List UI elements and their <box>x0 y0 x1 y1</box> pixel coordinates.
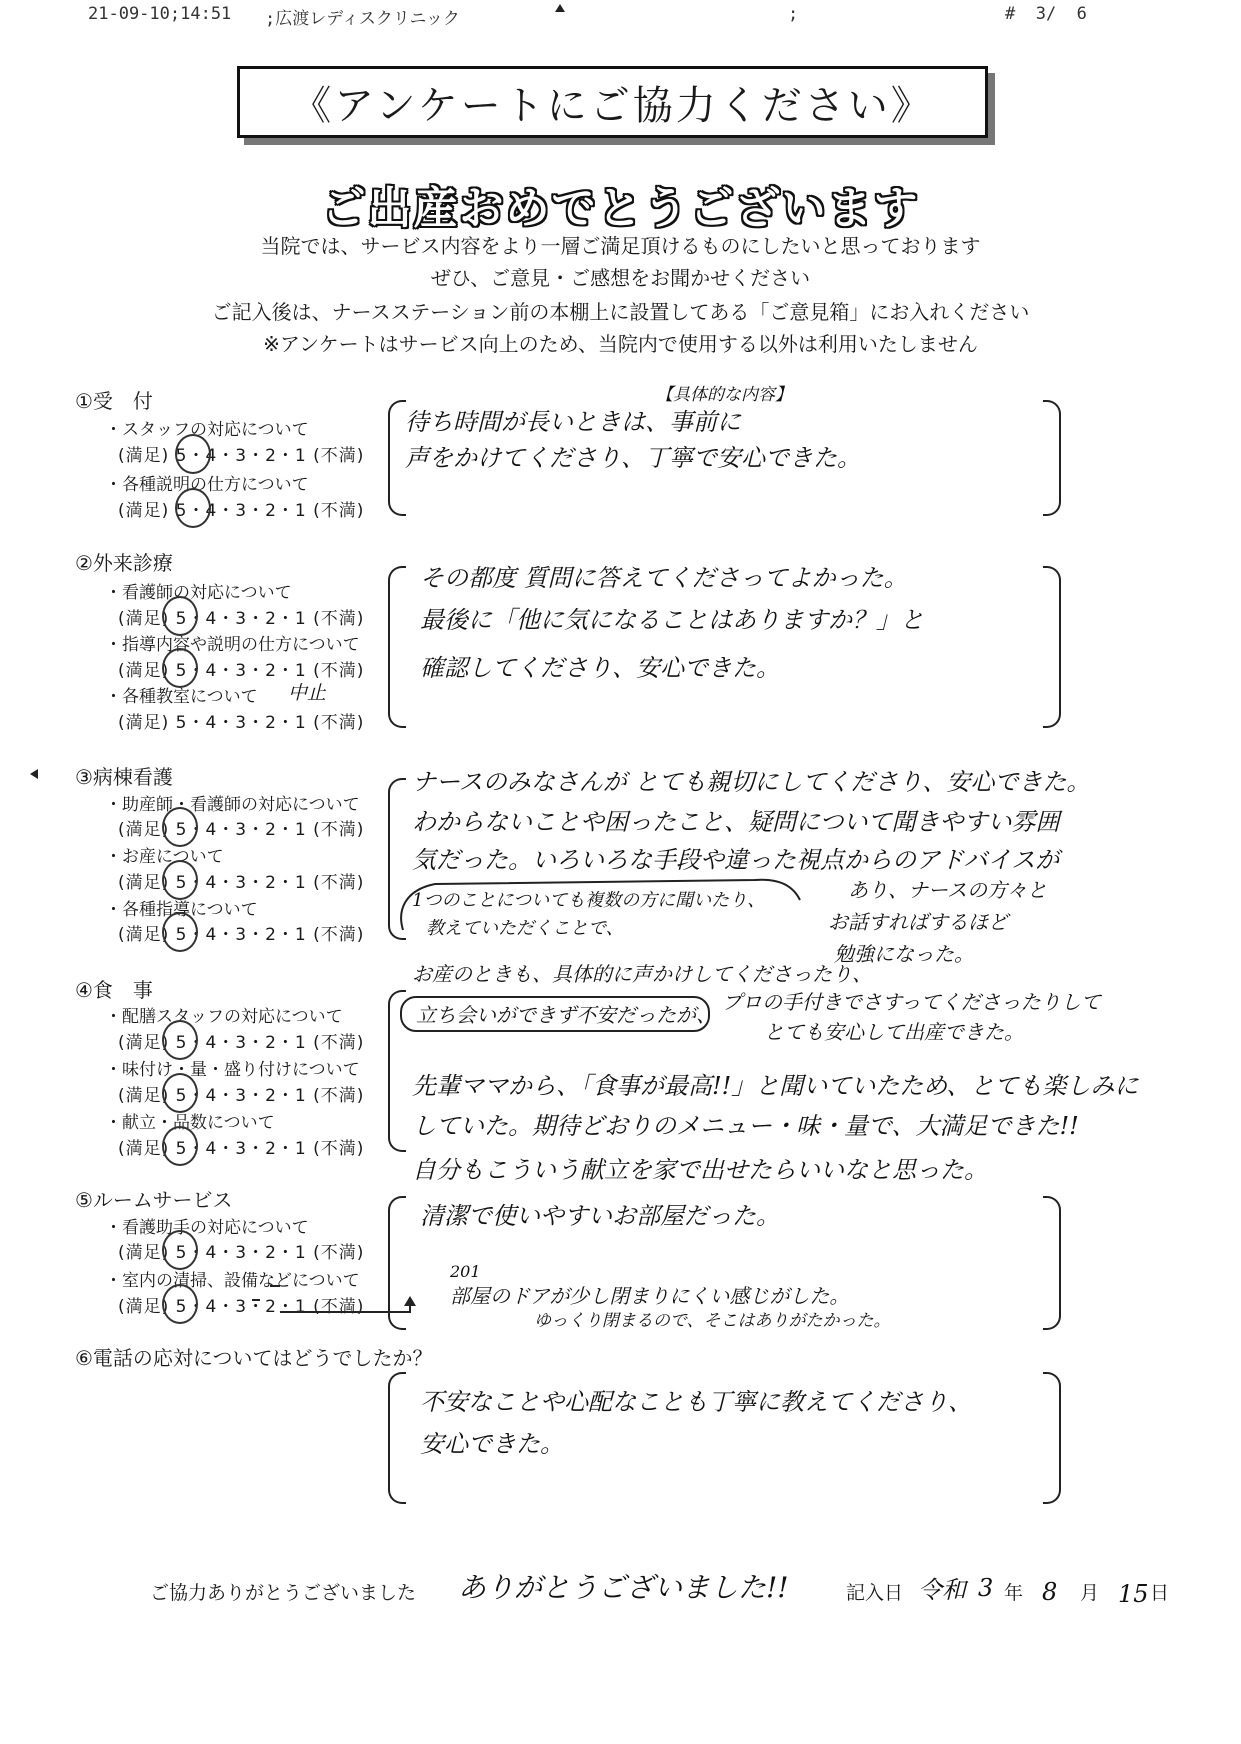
room-note-line-2: ゆっくり閉まるので、そこはありがたかった。 <box>534 1311 891 1331</box>
comment-box-right-bracket <box>1043 400 1061 516</box>
date-month: 8 <box>1042 1578 1058 1606</box>
room-scale-assistant: (満足) 5・4・3・2・1 (不満) <box>118 1243 365 1263</box>
ward-item-birth: ・お産について <box>105 847 224 867</box>
room-item-cleaning: ・室内の清掃、設備などについて <box>105 1271 360 1291</box>
date-day-label: 日 <box>1150 1582 1170 1604</box>
ward-item-midwife: ・助産師・看護師の対応について <box>105 795 360 815</box>
intro-line-3: ご記入後は、ナースステーション前の本棚上に設置してある「ご意見箱」にお入れください <box>211 300 1030 324</box>
meals-item-staff: ・配膳スタッフの対応について <box>105 1007 343 1027</box>
outpatient-item-classes: ・各種教室について <box>105 687 258 707</box>
phone-comment-line-2: 安心できた。 <box>420 1430 564 1458</box>
survey-title: 《アンケートにご協力ください》 <box>237 66 988 138</box>
meals-comment-line-1: 先輩ママから、「食事が最高!!」と聞いていたため、とても楽しみに <box>412 1072 1139 1100</box>
ward-comment-line-2: わからないことや困ったこと、疑問について聞きやすい雰囲 <box>412 808 1060 836</box>
room-number-note: 201 <box>450 1262 481 1281</box>
reception-scale-explanation: (満足) 5・4・3・2・1 (不満) <box>118 501 365 521</box>
fax-sender: ;広渡レディスクリニック <box>265 9 460 29</box>
meals-comment-line-3: 自分もこういう献立を家で出せたらいいなと思った。 <box>412 1156 988 1184</box>
reception-comment-line-1: 待ち時間が長いときは、事前に <box>405 408 741 436</box>
comment-box-right-bracket <box>1043 1196 1061 1330</box>
ward-aside-line-2: 教えていただくことで、 <box>426 918 624 939</box>
ward-scale-midwife: (満足) 5・4・3・2・1 (不満) <box>118 820 365 840</box>
birth-note-line-2: 立ち会いができず不安だったが、 <box>416 1003 716 1027</box>
footer-thanks: ご協力ありがとうございました <box>150 1582 417 1604</box>
rating-circle-5 <box>162 807 198 847</box>
comment-box-left-bracket <box>388 566 406 728</box>
congratulations-heading: ご出産おめでとうございます <box>321 183 920 234</box>
fax-page-number: # 3/ 6 <box>1005 4 1087 24</box>
ward-item-instruction: ・各種指導について <box>105 900 258 920</box>
outpatient-comment-line-1: その都度 質問に答えてくださってよかった。 <box>420 564 908 592</box>
date-year: 3 <box>978 1574 994 1602</box>
ward-comment-line-4: あり、ナースの方々と <box>848 878 1047 902</box>
rating-circle-5 <box>162 1073 198 1113</box>
section-room-title: ⑤ルームサービス <box>75 1188 233 1212</box>
comment-box-left-bracket <box>388 990 406 1152</box>
ward-comment-line-6: 勉強になった。 <box>834 942 974 966</box>
ward-comment-line-1: ナースのみなさんが とても親切にしてくださり、安心できた。 <box>412 768 1091 796</box>
reception-scale-staff: (満足) 5・4・3・2・1 (不満) <box>118 446 365 466</box>
ward-scale-birth: (満足) 5・4・3・2・1 (不満) <box>118 873 365 893</box>
comment-box-right-bracket <box>1043 566 1061 728</box>
meals-comment-line-2: していた。期待どおりのメニュー・味・量で、大満足できた!! <box>412 1112 1079 1140</box>
phone-comment-line-1: 不安なことや心配なことも丁寧に教えてくださり、 <box>420 1388 972 1416</box>
room-note-line-1: 部屋のドアが少し閉まりにくい感じがした。 <box>450 1284 850 1308</box>
rating-circle-5 <box>175 434 211 474</box>
ward-comment-line-3: 気だった。いろいろな手段や違った視点からのアドバイスが <box>412 846 1060 874</box>
meals-scale-menu: (満足) 5・4・3・2・1 (不満) <box>118 1139 365 1159</box>
meals-scale-staff: (満足) 5・4・3・2・1 (不満) <box>118 1033 365 1053</box>
section-meals-title: ④食 事 <box>75 978 153 1002</box>
section-reception-title: ①受 付 <box>75 389 153 413</box>
room-scale-cleaning: (満足) 5・4・3・2・1 (不満) <box>118 1297 365 1317</box>
reception-item-explanation: ・各種説明の仕方について <box>105 475 309 495</box>
comment-heading: 【具体的な内容】 <box>656 385 792 405</box>
outpatient-scale-guidance: (満足) 5・4・3・2・1 (不満) <box>118 661 365 681</box>
birth-note-line-4: とても安心して出産できた。 <box>764 1020 1024 1044</box>
section-ward-title: ③病棟看護 <box>75 765 173 789</box>
outpatient-scale-classes: (満足) 5・4・3・2・1 (不満) <box>118 713 365 733</box>
ward-comment-line-5: お話すればするほど <box>828 910 1008 934</box>
intro-line-4: ※アンケートはサービス向上のため、当院内で使用する以外は利用いたしません <box>263 332 978 356</box>
aside-bracket-icon <box>395 870 815 940</box>
rating-circle-5 <box>162 860 198 900</box>
rating-circle-5 <box>162 1126 198 1166</box>
birth-note-line-3: プロの手付きでさすってくださったりして <box>722 990 1101 1014</box>
ward-aside-line-1: 1つのことについても複数の方に聞いたり、 <box>412 890 766 911</box>
comment-box-left-bracket <box>388 1372 406 1504</box>
section-outpatient-title: ②外来診療 <box>75 551 173 575</box>
birth-note-line-1: お産のときも、具体的に声かけしてくださったり、 <box>412 962 872 986</box>
section-phone-title: ⑥電話の応対についてはどうでしたか？ <box>75 1346 433 1370</box>
rating-circle-5 <box>175 488 211 528</box>
rating-circle-5 <box>162 1020 198 1060</box>
reception-comment-line-2: 声をかけてくださり、丁寧で安心できた。 <box>405 444 861 472</box>
date-month-label: 月 <box>1080 1582 1100 1604</box>
room-comment-line-1: 清潔で使いやすいお部屋だった。 <box>420 1202 780 1230</box>
outpatient-scale-nurse: (満足) 5・4・3・2・1 (不満) <box>118 609 365 629</box>
fax-separator: ; <box>788 4 799 24</box>
fax-marker-icon <box>30 769 38 779</box>
classes-cancelled-note: 中止 <box>288 682 327 704</box>
handwritten-thanks: ありがとうございました!! <box>458 1571 789 1604</box>
ward-scale-instruction: (満足) 5・4・3・2・1 (不満) <box>118 925 365 945</box>
rating-circle-5 <box>162 1284 198 1324</box>
outpatient-comment-line-2: 最後に「他に気になることはありますか？」と <box>420 606 924 634</box>
date-era: 令和 <box>918 1576 966 1604</box>
reception-item-staff: ・スタッフの対応について <box>105 420 309 440</box>
fax-marker-icon <box>555 4 565 12</box>
intro-line-1: 当院では、サービス内容をより一層ご満足頂けるものにしたいと思っております <box>260 234 981 258</box>
date-label: 記入日 <box>846 1582 904 1604</box>
date-day: 15 <box>1118 1580 1149 1608</box>
date-year-label: 年 <box>1004 1582 1024 1604</box>
rating-circle-5 <box>162 912 198 952</box>
comment-box-left-bracket <box>388 1196 406 1330</box>
meals-item-menu: ・献立・品数について <box>105 1113 275 1133</box>
outpatient-item-nurse: ・看護師の対応について <box>105 583 292 603</box>
rating-circle-5 <box>162 1230 198 1270</box>
fax-datetime: 21-09-10;14:51 <box>88 4 232 24</box>
comment-box-left-bracket <box>388 400 406 516</box>
meals-scale-taste: (満足) 5・4・3・2・1 (不満) <box>118 1086 365 1106</box>
room-item-assistant: ・看護助手の対応について <box>105 1218 309 1238</box>
intro-line-2: ぜひ、ご意見・ご感想をお聞かせください <box>430 266 811 290</box>
outpatient-item-guidance: ・指導内容や説明の仕方について <box>105 635 360 655</box>
meals-item-taste: ・味付け・量・盛り付けについて <box>105 1060 360 1080</box>
outpatient-comment-line-3: 確認してくださり、安心できた。 <box>420 654 780 682</box>
comment-box-right-bracket <box>1043 1372 1061 1504</box>
